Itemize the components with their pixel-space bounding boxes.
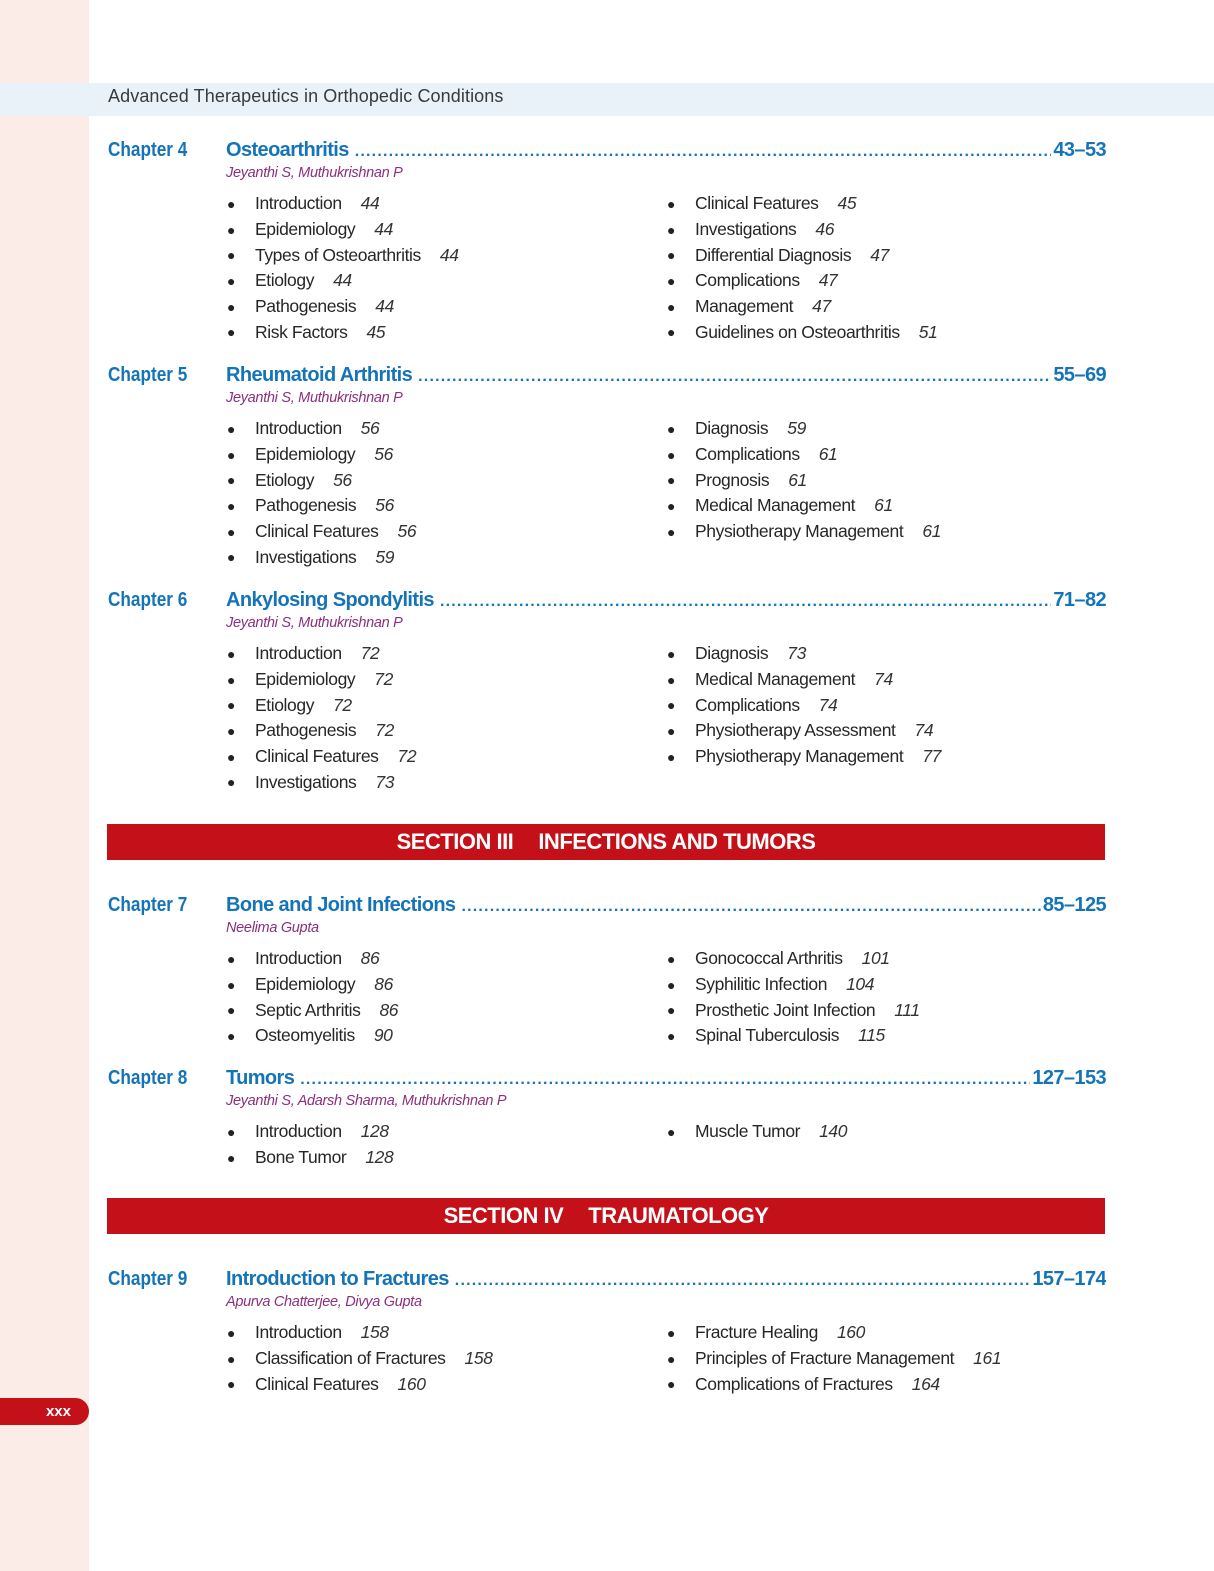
topic-title: Introduction (255, 643, 342, 664)
topic-item[interactable] (666, 1320, 1106, 1346)
topic-item[interactable] (226, 319, 666, 345)
bullet-icon: ● (226, 1149, 236, 1166)
bullet-icon: ● (226, 324, 236, 341)
topic-page: 86 (360, 948, 380, 969)
topic-page: 86 (374, 974, 393, 995)
chapter-authors: Neelima Gupta (226, 920, 319, 936)
topic-page: 111 (894, 999, 920, 1020)
topic-page: 160 (397, 1373, 426, 1394)
bullet-icon: ● (666, 1002, 676, 1019)
section-number: SECTION IV (443, 1203, 564, 1228)
bullet-icon: ● (666, 324, 676, 341)
chapter-label: Chapter 7 (108, 894, 188, 916)
topic-item[interactable] (226, 692, 666, 718)
topic-title: Osteomyelitis (255, 1025, 355, 1046)
chapter-title-link[interactable]: Osteoarthritis (226, 139, 349, 161)
bullet-icon: ● (226, 446, 236, 463)
topic-page: 161 (973, 1348, 1002, 1369)
topic-list (226, 191, 1106, 345)
chapter-page-range: 43–53 (1053, 139, 1106, 161)
bullet-icon: ● (666, 1027, 676, 1044)
bullet-icon: ● (226, 497, 236, 514)
bullet-icon: ● (666, 497, 676, 514)
topic-item[interactable] (226, 718, 666, 744)
bullet-icon: ● (666, 1123, 676, 1140)
topic-item[interactable] (226, 416, 666, 442)
topic-page: 56 (375, 495, 394, 516)
topic-title: Introduction (255, 1121, 342, 1142)
topic-item[interactable] (226, 1371, 666, 1397)
bullet-icon: ● (226, 420, 236, 437)
topic-column-left (226, 946, 666, 1049)
topic-page: 72 (374, 669, 393, 690)
topic-title: Fracture Healing (695, 1322, 818, 1343)
topic-page: 46 (815, 219, 835, 240)
topic-title: Clinical Features (255, 521, 379, 542)
topic-title: Medical Management (695, 495, 856, 516)
bullet-icon: ● (226, 976, 236, 993)
topic-item[interactable] (666, 692, 1106, 718)
topic-item[interactable] (226, 1119, 666, 1145)
topic-page: 47 (818, 270, 838, 291)
topic-page: 74 (914, 720, 934, 741)
chapter-title-link[interactable]: Bone and Joint Infections (226, 894, 456, 916)
chapter-authors: Apurva Chatterjee, Divya Gupta (226, 1294, 422, 1310)
topic-page: 74 (874, 669, 893, 690)
toc-chapter-8[interactable] (108, 1067, 1106, 1170)
bullet-icon: ● (226, 697, 236, 714)
topic-page: 72 (360, 643, 380, 664)
bullet-icon: ● (226, 549, 236, 566)
page-number: xxx (45, 1403, 71, 1420)
topic-list (226, 1320, 1106, 1397)
chapter-heading (108, 1268, 1106, 1292)
topic-item[interactable] (226, 519, 666, 545)
chapter-heading (108, 894, 1106, 918)
topic-column-left (226, 1119, 666, 1170)
topic-page: 56 (397, 521, 417, 542)
chapter-title-link[interactable]: Ankylosing Spondylitis (226, 589, 434, 611)
topic-title: Types of Osteoarthritis (255, 244, 421, 265)
dot-leader (418, 368, 1051, 386)
topic-title: Guidelines on Osteoarthritis (695, 321, 900, 342)
chapter-heading (108, 589, 1106, 613)
topic-item[interactable] (666, 1346, 1106, 1372)
topic-item[interactable] (226, 191, 666, 217)
topic-page: 61 (922, 521, 941, 542)
chapter-page-range: 157–174 (1032, 1268, 1106, 1290)
topic-title: Classification of Fractures (255, 1348, 446, 1369)
chapter-authors: Jeyanthi S, Adarsh Sharma, Muthukrishnan P (226, 1093, 507, 1109)
topic-page: 90 (373, 1025, 393, 1046)
bullet-icon: ● (666, 976, 676, 993)
topic-page: 45 (837, 193, 857, 214)
topic-item[interactable] (226, 217, 666, 243)
topic-item[interactable] (666, 217, 1106, 243)
topic-title: Clinical Features (255, 746, 379, 767)
topic-title: Etiology (255, 694, 315, 715)
chapter-heading (108, 1067, 1106, 1091)
page-number-tab (0, 1398, 89, 1425)
bullet-icon: ● (226, 221, 236, 238)
topic-item[interactable] (666, 641, 1106, 667)
topic-item[interactable] (226, 1320, 666, 1346)
topic-item[interactable] (666, 667, 1106, 693)
bullet-icon: ● (666, 671, 676, 688)
bullet-icon: ● (226, 1324, 236, 1341)
topic-page: 56 (360, 418, 380, 439)
page-margin-strip (0, 0, 89, 1571)
topic-item[interactable] (226, 1145, 666, 1171)
toc-chapter-7[interactable] (108, 894, 1106, 1049)
topic-title: Physiotherapy Assessment (695, 720, 896, 741)
topic-title: Differential Diagnosis (695, 244, 852, 265)
topic-title: Complications (695, 444, 800, 465)
section-banner-3 (107, 824, 1105, 860)
topic-page: 115 (858, 1025, 885, 1046)
topic-item[interactable] (666, 997, 1106, 1023)
topic-item[interactable] (226, 667, 666, 693)
bullet-icon: ● (666, 1376, 676, 1393)
topic-item[interactable] (666, 191, 1106, 217)
topic-title: Epidemiology (255, 444, 356, 465)
topic-column-right (666, 1119, 1106, 1170)
bullet-icon: ● (226, 748, 236, 765)
topic-title: Introduction (255, 418, 342, 439)
topic-page: 44 (360, 193, 380, 214)
topic-page: 47 (870, 244, 889, 265)
topic-page: 86 (379, 999, 399, 1020)
topic-page: 72 (333, 694, 352, 715)
section-banner-4 (107, 1198, 1105, 1234)
bullet-icon: ● (666, 722, 676, 739)
bullet-icon: ● (226, 1027, 236, 1044)
bullet-icon: ● (666, 247, 676, 264)
topic-title: Diagnosis (695, 418, 769, 439)
topic-column-right (666, 416, 1106, 570)
topic-item[interactable] (226, 493, 666, 519)
topic-item[interactable] (666, 294, 1106, 320)
topic-title: Diagnosis (695, 643, 769, 664)
bullet-icon: ● (226, 1376, 236, 1393)
chapter-title-link[interactable]: Tumors (226, 1067, 295, 1089)
topic-item[interactable] (226, 294, 666, 320)
chapter-page-range: 127–153 (1032, 1067, 1106, 1089)
topic-title: Septic Arthritis (255, 999, 361, 1020)
chapter-label: Chapter 9 (108, 1268, 188, 1290)
dot-leader (300, 1071, 1030, 1089)
topic-list (226, 416, 1106, 570)
chapter-page-range: 85–125 (1042, 894, 1106, 916)
topic-page: 74 (818, 694, 838, 715)
chapter-title-link[interactable]: Rheumatoid Arthritis (226, 364, 413, 386)
topic-title: Clinical Features (255, 1373, 379, 1394)
topic-page: 44 (374, 219, 393, 240)
topic-title: Investigations (695, 219, 797, 240)
topic-page: 72 (397, 746, 417, 767)
topic-list (226, 946, 1106, 1049)
topic-item[interactable] (666, 744, 1106, 770)
topic-title: Muscle Tumor (695, 1121, 801, 1142)
topic-page: 101 (861, 948, 890, 969)
bullet-icon: ● (666, 1324, 676, 1341)
topic-title: Clinical Features (695, 193, 819, 214)
topic-page: 44 (333, 270, 352, 291)
topic-item[interactable] (226, 946, 666, 972)
topic-title: Syphilitic Infection (695, 974, 828, 995)
bullet-icon: ● (666, 420, 676, 437)
section-title: TRAUMATOLOGY (588, 1203, 769, 1228)
topic-title: Epidemiology (255, 219, 356, 240)
dot-leader (461, 898, 1040, 916)
chapter-heading (108, 139, 1106, 163)
toc-chapter-9[interactable] (108, 1268, 1106, 1397)
topic-title: Spinal Tuberculosis (695, 1025, 840, 1046)
topic-item[interactable] (226, 544, 666, 570)
bullet-icon: ● (226, 671, 236, 688)
topic-item[interactable] (666, 242, 1106, 268)
running-header-title: Advanced Therapeutics in Orthopedic Conditions (108, 86, 504, 106)
topic-page: 44 (439, 244, 459, 265)
topic-title: Etiology (255, 469, 315, 490)
topic-column-right (666, 641, 1106, 795)
bullet-icon: ● (226, 1350, 236, 1367)
dot-leader (355, 143, 1052, 161)
topic-item[interactable] (226, 467, 666, 493)
topic-title: Investigations (255, 771, 357, 792)
section-number: SECTION III (396, 829, 514, 854)
chapter-page-range: 71–82 (1053, 589, 1106, 611)
topic-title: Management (695, 296, 794, 317)
topic-page: 104 (846, 974, 875, 995)
topic-page: 128 (360, 1121, 389, 1142)
dot-leader (455, 1272, 1031, 1290)
bullet-icon: ● (226, 272, 236, 289)
topic-title: Medical Management (695, 669, 856, 690)
topic-column-right (666, 946, 1106, 1049)
topic-page: 73 (787, 643, 806, 664)
topic-item[interactable] (666, 1119, 1106, 1145)
bullet-icon: ● (226, 523, 236, 540)
bullet-icon: ● (226, 472, 236, 489)
chapter-authors: Jeyanthi S, Muthukrishnan P (226, 615, 403, 631)
topic-column-left (226, 1320, 666, 1397)
section-title: INFECTIONS AND TUMORS (538, 829, 816, 854)
topic-page: 61 (818, 444, 838, 465)
topic-page: 140 (819, 1121, 848, 1142)
bullet-icon: ● (666, 446, 676, 463)
topic-title: Physiotherapy Management (695, 521, 904, 542)
topic-list (226, 1119, 1106, 1170)
topic-title: Physiotherapy Management (695, 746, 904, 767)
bullet-icon: ● (226, 298, 236, 315)
chapter-authors: Jeyanthi S, Muthukrishnan P (226, 165, 403, 181)
topic-page: 73 (375, 771, 395, 792)
bullet-icon: ● (226, 950, 236, 967)
topic-item[interactable] (666, 319, 1106, 345)
topic-item[interactable] (666, 718, 1106, 744)
topic-item[interactable] (666, 268, 1106, 294)
toc-chapter-6[interactable] (108, 589, 1106, 795)
topic-item[interactable] (226, 641, 666, 667)
bullet-icon: ● (666, 950, 676, 967)
bullet-icon: ● (666, 1350, 676, 1367)
topic-page: 59 (787, 418, 806, 439)
topic-title: Pathogenesis (255, 720, 357, 741)
topic-title: Etiology (255, 270, 315, 291)
topic-item[interactable] (666, 1023, 1106, 1049)
topic-page: 158 (464, 1348, 493, 1369)
topic-item[interactable] (666, 416, 1106, 442)
topic-title: Epidemiology (255, 669, 356, 690)
topic-page: 160 (836, 1322, 865, 1343)
topic-item[interactable] (226, 1023, 666, 1049)
topic-title: Introduction (255, 948, 342, 969)
topic-item[interactable] (226, 268, 666, 294)
chapter-authors: Jeyanthi S, Muthukrishnan P (226, 390, 403, 406)
topic-page: 45 (366, 321, 386, 342)
bullet-icon: ● (666, 748, 676, 765)
topic-item[interactable] (226, 442, 666, 468)
topic-item[interactable] (226, 769, 666, 795)
bullet-icon: ● (226, 774, 236, 791)
topic-column-left (226, 416, 666, 570)
topic-title: Complications (695, 694, 800, 715)
bullet-icon: ● (226, 722, 236, 739)
bullet-icon: ● (666, 645, 676, 662)
topic-page: 128 (365, 1147, 394, 1168)
topic-column-right (666, 1320, 1106, 1397)
topic-item[interactable] (226, 972, 666, 998)
topic-item[interactable] (226, 997, 666, 1023)
topic-title: Complications of Fractures (695, 1373, 893, 1394)
topic-page: 59 (375, 546, 395, 567)
topic-column-right (666, 191, 1106, 345)
topic-item[interactable] (226, 242, 666, 268)
topic-title: Complications (695, 270, 800, 291)
topic-page: 158 (360, 1322, 389, 1343)
dot-leader (440, 593, 1051, 611)
topic-list (226, 641, 1106, 795)
topic-column-left (226, 641, 666, 795)
bullet-icon: ● (226, 645, 236, 662)
topic-page: 77 (922, 746, 941, 767)
topic-page: 164 (911, 1373, 940, 1394)
topic-title: Epidemiology (255, 974, 356, 995)
toc-chapter-5[interactable] (108, 364, 1106, 570)
topic-title: Introduction (255, 193, 342, 214)
topic-title: Pathogenesis (255, 495, 357, 516)
topic-page: 61 (788, 469, 807, 490)
topic-title: Introduction (255, 1322, 342, 1343)
topic-title: Investigations (255, 546, 357, 567)
topic-page: 44 (375, 296, 394, 317)
chapter-label: Chapter 4 (108, 139, 188, 161)
bullet-icon: ● (226, 1002, 236, 1019)
topic-item[interactable] (666, 467, 1106, 493)
topic-page: 56 (374, 444, 393, 465)
topic-item[interactable] (666, 519, 1106, 545)
topic-title: Risk Factors (255, 321, 348, 342)
bullet-icon: ● (666, 272, 676, 289)
chapter-title-link[interactable]: Introduction to Fractures (226, 1268, 449, 1290)
topic-item[interactable] (666, 972, 1106, 998)
topic-item[interactable] (226, 744, 666, 770)
topic-title: Pathogenesis (255, 296, 357, 317)
topic-title: Bone Tumor (255, 1147, 347, 1168)
topic-page: 56 (333, 469, 352, 490)
topic-item[interactable] (666, 493, 1106, 519)
chapter-label: Chapter 6 (108, 589, 188, 611)
bullet-icon: ● (226, 247, 236, 264)
chapter-label: Chapter 8 (108, 1067, 188, 1089)
topic-page: 47 (812, 296, 831, 317)
topic-title: Prosthetic Joint Infection (695, 999, 876, 1020)
bullet-icon: ● (666, 221, 676, 238)
topic-item[interactable] (226, 1346, 666, 1372)
topic-title: Gonococcal Arthritis (695, 948, 843, 969)
topic-page: 61 (874, 495, 893, 516)
topic-page: 51 (918, 321, 938, 342)
bullet-icon: ● (666, 697, 676, 714)
topic-title: Principles of Fracture Management (695, 1348, 955, 1369)
topic-title: Prognosis (695, 469, 770, 490)
bullet-icon: ● (666, 523, 676, 540)
bullet-icon: ● (666, 298, 676, 315)
toc-chapter-4[interactable] (108, 139, 1106, 345)
topic-column-left (226, 191, 666, 345)
topic-page: 72 (375, 720, 394, 741)
chapter-page-range: 55–69 (1053, 364, 1106, 386)
topic-item[interactable] (666, 442, 1106, 468)
bullet-icon: ● (666, 472, 676, 489)
topic-item[interactable] (666, 1371, 1106, 1397)
topic-item[interactable] (666, 946, 1106, 972)
chapter-label: Chapter 5 (108, 364, 188, 386)
bullet-icon: ● (226, 195, 236, 212)
bullet-icon: ● (226, 1123, 236, 1140)
chapter-heading (108, 364, 1106, 388)
bullet-icon: ● (666, 195, 676, 212)
